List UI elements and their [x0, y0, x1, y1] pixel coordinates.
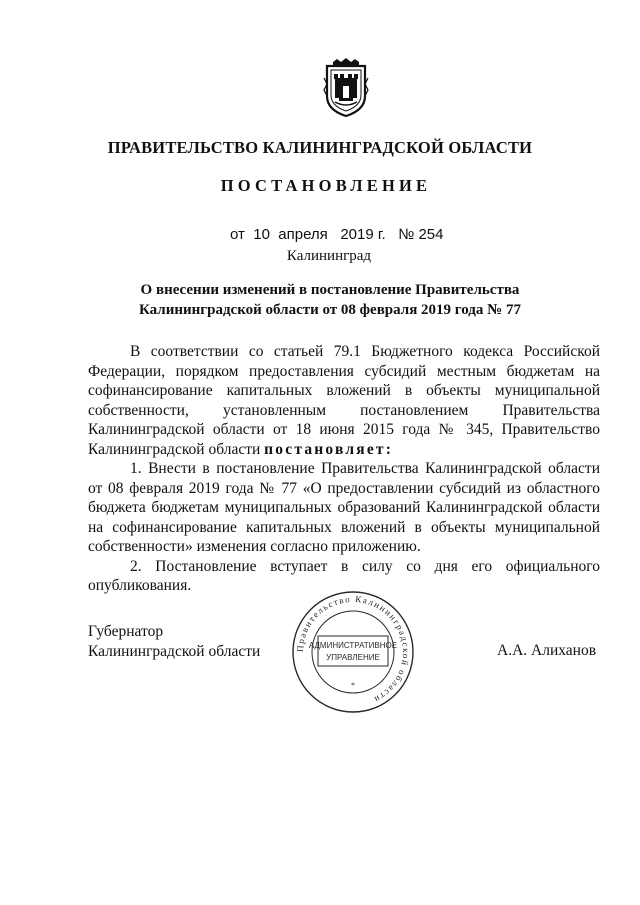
- document-type-title: ПОСТАНОВЛЕНИЕ: [220, 176, 432, 195]
- position-line-1: Губернатор: [88, 623, 164, 640]
- signatory-position: [88, 622, 260, 661]
- stamp-center-line-2: УПРАВЛЕНИЕ: [326, 653, 380, 662]
- document-subject: [80, 280, 580, 320]
- number-sign: №: [398, 226, 415, 243]
- date-prefix: от: [230, 226, 245, 243]
- stamp-ring-text: Правительство Калининградской области: [294, 593, 412, 706]
- subject-line-2: Калининградской области от 08 февраля 2019 года № 77: [139, 302, 521, 318]
- date-and-number-line: [230, 226, 443, 243]
- body-intro-paragraph: [88, 342, 600, 459]
- coat-of-arms-icon: [321, 58, 371, 118]
- subject-line-1: О внесении изменений в постановление Правительства: [140, 282, 520, 298]
- decree-word: постановляет:: [264, 440, 394, 458]
- body-item-1: 1. Внести в постановление Правительства Калининградской области от 08 февраля 2019 года № 77 «О предоставлении субсидий из областного бюджета бюджетам муниципальных образований Калининградской области на софинансирование капитальных вложений в объекты муниципальной собственности» изменения согласно приложению.: [88, 460, 600, 555]
- date-month: апреля: [278, 226, 328, 243]
- svg-text:*: *: [351, 681, 355, 690]
- organization-title: ПРАВИТЕЛЬСТВО КАЛИНИНГРАДСКОЙ ОБЛАСТИ: [107, 138, 533, 157]
- body-item-2: 2. Постановление вступает в силу со дня его официального опубликования.: [88, 557, 600, 594]
- position-line-2: Калининградской области: [88, 642, 261, 660]
- document-number: 254: [418, 226, 444, 243]
- date-year: 2019 г.: [340, 226, 386, 243]
- date-day: 10: [253, 226, 270, 243]
- stamp-center-line-1: АДМИНИСТРАТИВНОЕ: [308, 641, 398, 650]
- intro-text: В соответствии со статьей 79.1 Бюджетного кодекса Российской Федерации, порядком предоставления субсидий местным бюджетам на софинансирование капитальных вложений в объекты муниципальной собственности, установленным постановлением Правительства Калининградской области от 18 июня 2015 года № 345, Правительство Калининградской области: [88, 343, 600, 458]
- city-name: Калининград: [286, 248, 372, 264]
- document-body: [88, 342, 600, 596]
- official-stamp-icon: [288, 588, 418, 716]
- signatory-name: А.А. Алиханов: [497, 642, 597, 659]
